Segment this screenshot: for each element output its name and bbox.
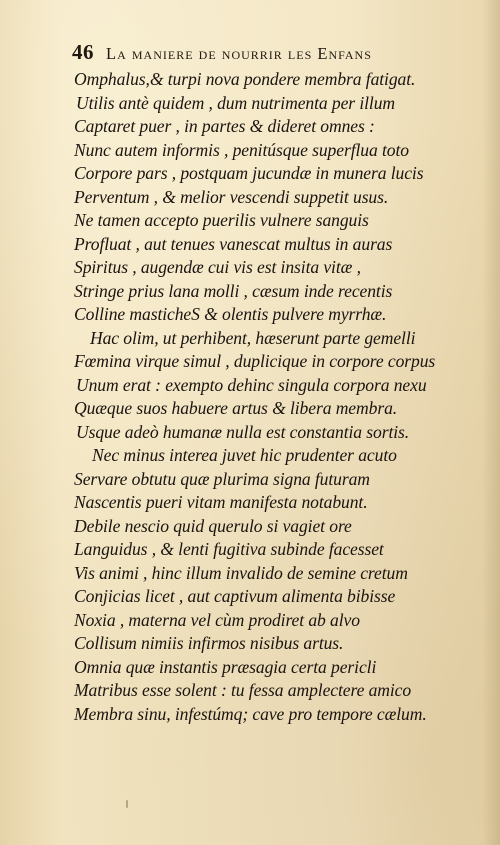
verse-line: Quæque suos habuere artus & libera membra.: [74, 398, 398, 418]
verse-line: Stringe prius lana molli , cæsum inde recentis: [74, 281, 393, 301]
verse-line: Nunc autem informis , penitúsque superflua toto: [74, 140, 409, 160]
verse-line: Languidus , & lenti fugitiva subinde facesset: [74, 539, 384, 559]
verse-line: Omnia quæ instantis præsagia certa pericli: [74, 657, 377, 677]
verse-line: Vis animi , hinc illum invalido de semine cretum: [74, 563, 408, 583]
verse-line: Debile nescio quid querulo si vagiet ore: [74, 516, 352, 536]
verse-line: Collisum nimiis infirmos nisibus artus.: [74, 633, 344, 653]
verse-line: Unum erat : exempto dehinc singula corpora nexu: [76, 375, 427, 395]
verse-line: Nascentis pueri vitam manifesta notabunt.: [74, 492, 368, 512]
verse-line: Usque adeò humanæ nulla est constantia sortis.: [76, 422, 410, 442]
verse-line: Servare obtutu quæ plurima signa futuram: [74, 469, 370, 489]
verse-line: Ne tamen accepto puerilis vulnere sanguis: [74, 210, 369, 230]
verse-line: Omphalus,& turpi nova pondere membra fatigat.: [74, 69, 416, 89]
verse-line: Noxia , materna vel cùm prodiret ab alvo: [74, 610, 360, 630]
verse-line: Nec minus interea juvet hic prudenter acuto: [92, 445, 397, 465]
verse-line: Hac olim, ut perhibent, hæserunt parte gemelli: [90, 328, 416, 348]
verse-line: Matribus esse solent : tu fessa amplectere amico: [74, 680, 412, 700]
verse-line: Perventum , & melior vescendi suppetit usus.: [74, 187, 389, 207]
verse-line: Colline masticheS & olentis pulvere myrrhæ.: [74, 304, 387, 324]
verse-line: Spiritus , augendæ cui vis est insita vitæ ,: [74, 257, 361, 277]
running-head-title: La maniere de nourrir les Enfans: [106, 44, 372, 63]
verse-line: Corpore pars , postquam jucundæ in munera lucis: [74, 163, 424, 183]
verse-line: Captaret puer , in partes & dideret omnes :: [74, 116, 375, 136]
verse-line: Membra sinu, infestúmq; cave pro tempore cælum.: [74, 704, 427, 724]
verse-line: Fœmina virque simul , duplicique in corpore corpus: [74, 351, 436, 371]
verse-line: Conjicias licet , aut captivum alimenta bibisse: [74, 586, 396, 606]
verse-line: Profluat , aut tenues vanescat multus in auras: [74, 234, 393, 254]
paper-blemish: [126, 800, 128, 808]
page-number: 46: [72, 40, 94, 64]
verse-line: Utilis antè quidem , dum nutrimenta per illum: [76, 93, 396, 113]
